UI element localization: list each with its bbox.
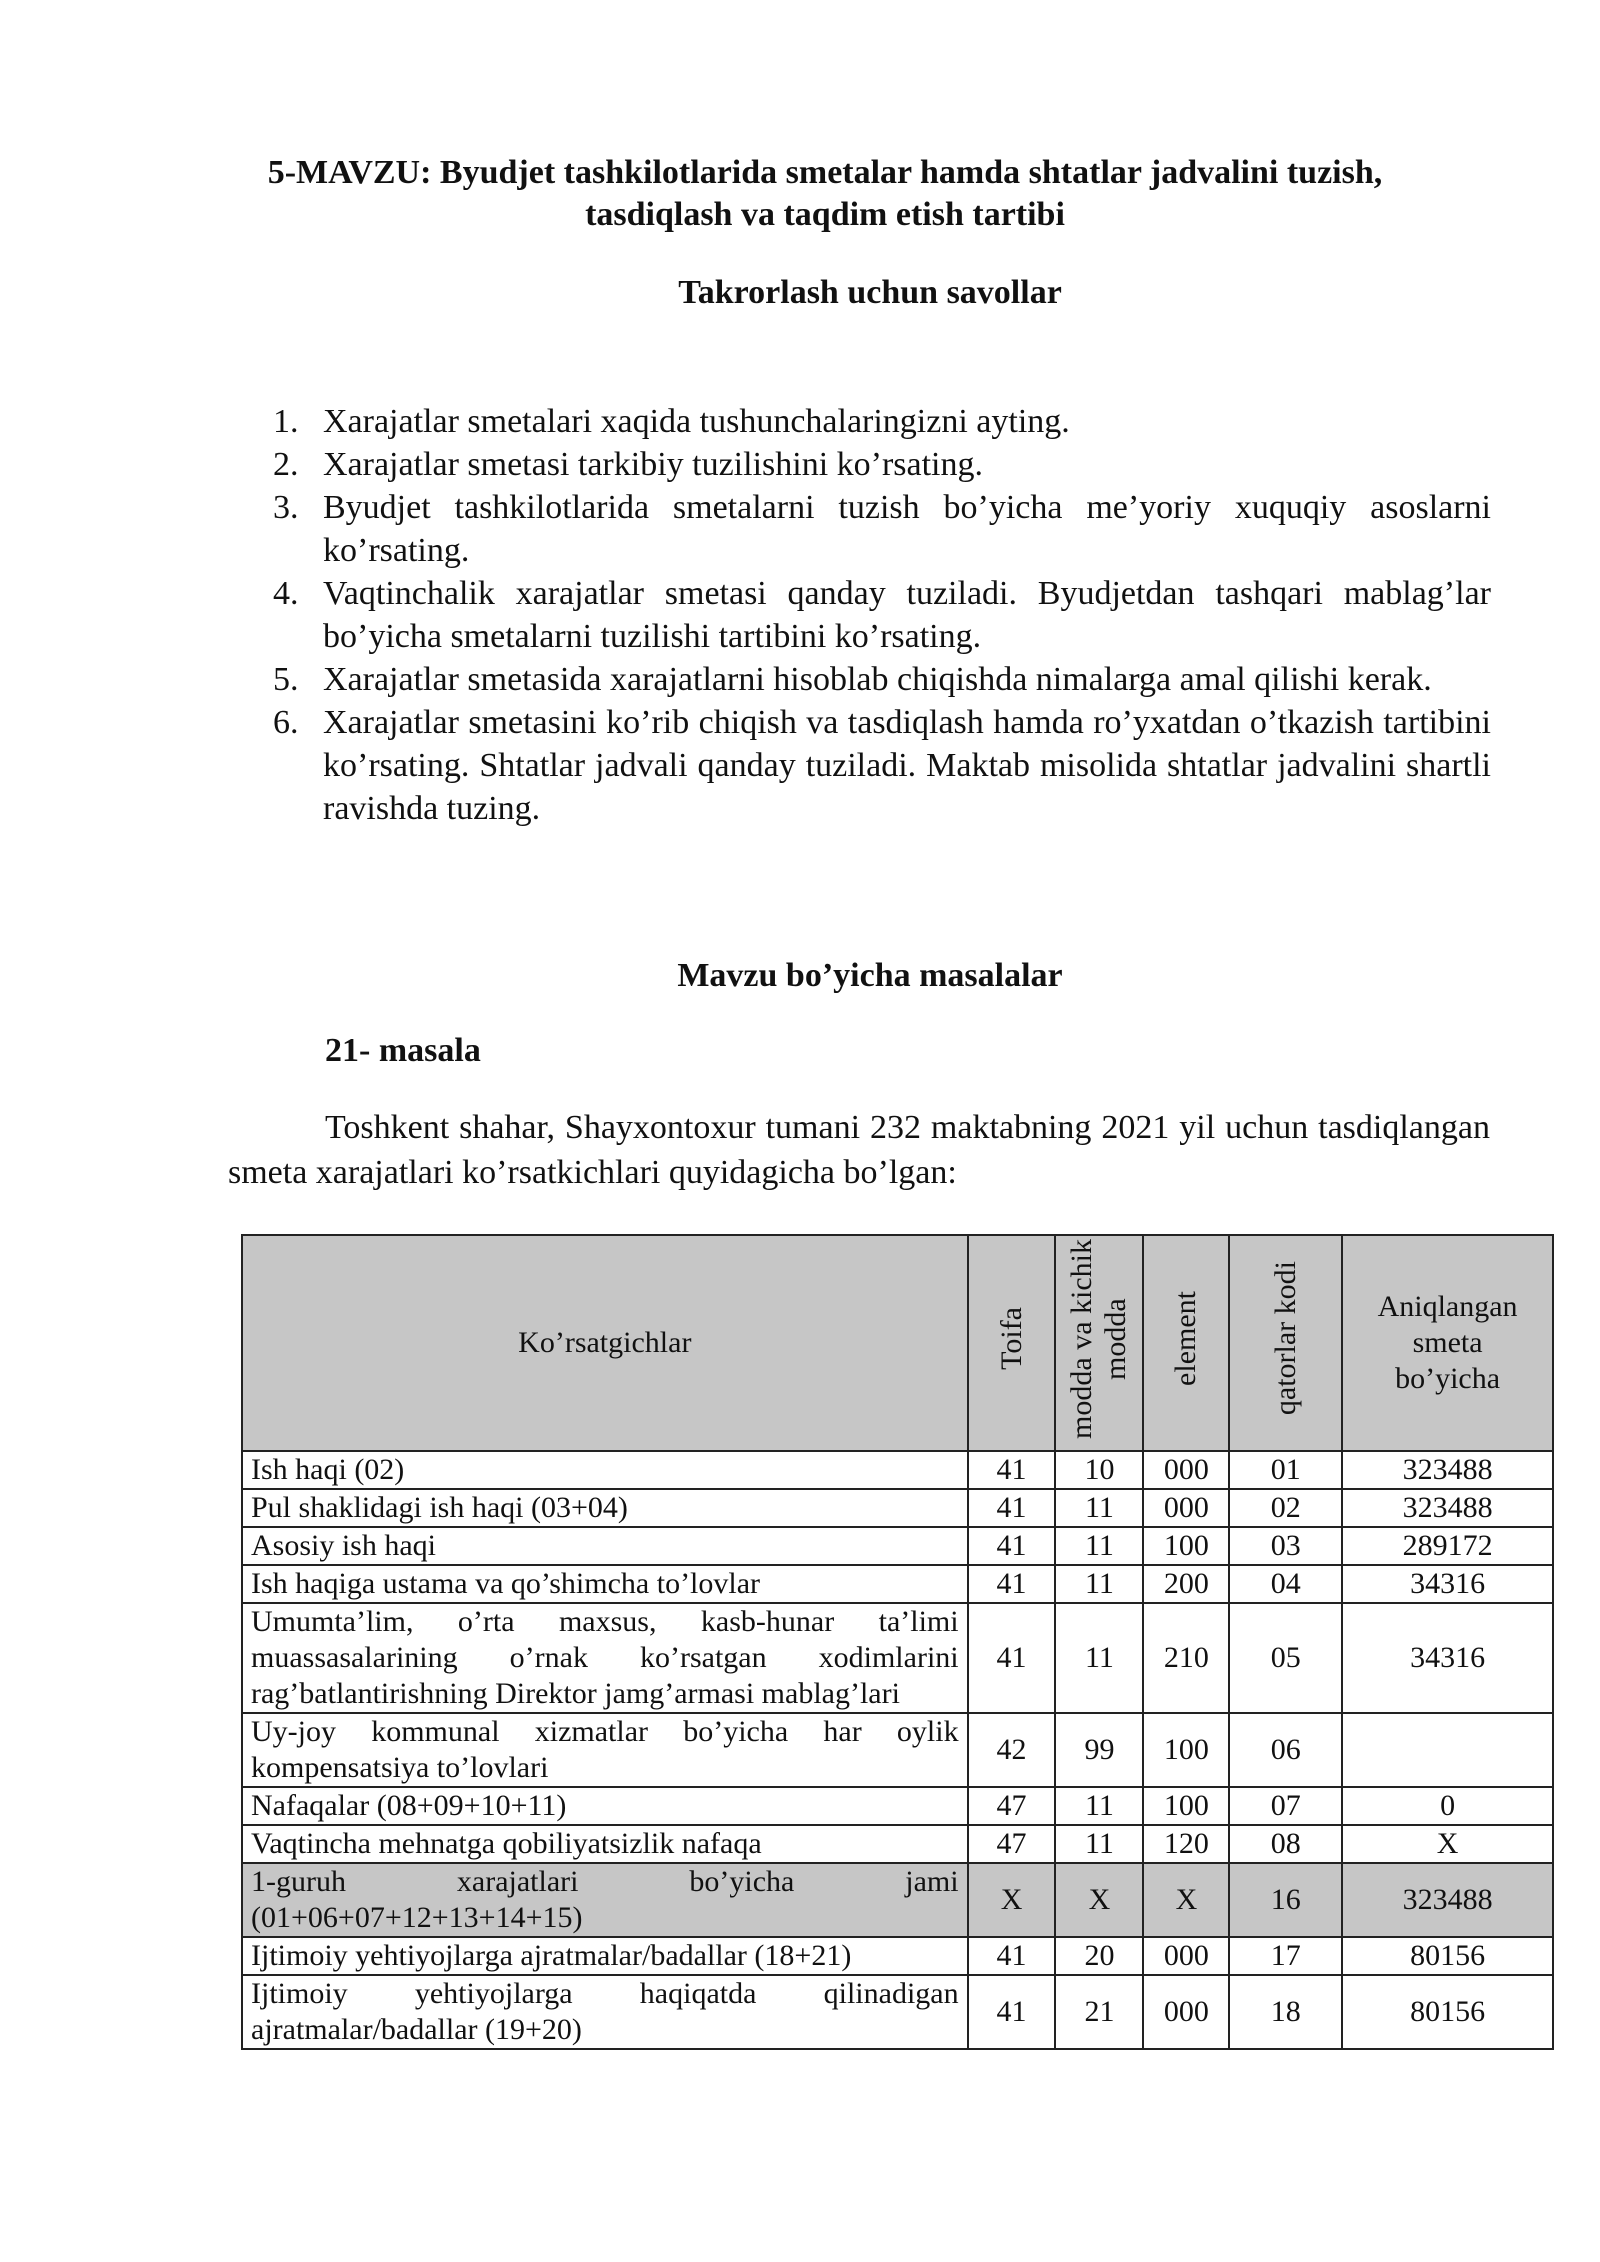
row-modda: 11 xyxy=(1055,1489,1143,1527)
row-toifa: 41 xyxy=(968,1603,1056,1713)
question-number: 6. xyxy=(273,704,299,741)
header-modda: modda va kichik modda xyxy=(1055,1235,1143,1451)
row-toifa: 47 xyxy=(968,1787,1056,1825)
question-item xyxy=(273,701,1491,830)
row-code: 04 xyxy=(1229,1565,1342,1603)
row-element: 100 xyxy=(1143,1713,1229,1787)
question-number: 3. xyxy=(273,489,299,526)
row-name: Uy-joy kommunal xizmatlar bo’yicha har oylik kompensatsiya to’lovlari xyxy=(242,1713,968,1787)
row-toifa: 41 xyxy=(968,1451,1056,1489)
header-toifa: Toifa xyxy=(968,1235,1056,1451)
row-modda: 11 xyxy=(1055,1825,1143,1863)
row-modda: 10 xyxy=(1055,1451,1143,1489)
row-code: 03 xyxy=(1229,1527,1342,1565)
row-code: 01 xyxy=(1229,1451,1342,1489)
question-text: Xarajatlar smetasi tarkibiy tuzilishini ko’rsating. xyxy=(323,446,983,483)
table-row xyxy=(242,1451,1553,1489)
row-value: 323488 xyxy=(1342,1451,1553,1489)
table-row xyxy=(242,1603,1553,1713)
question-text: Vaqtinchalik xarajatlar smetasi qanday tuziladi. Byudjetdan tashqari mablag’lar bo’yicha smetalarni tuzilishi tartibini ko’rsating. xyxy=(323,575,1491,655)
row-name: Vaqtincha mehnatga qobiliyatsizlik nafaqa xyxy=(242,1825,968,1863)
row-element: 000 xyxy=(1143,1489,1229,1527)
row-modda: 21 xyxy=(1055,1975,1143,2049)
row-code: 16 xyxy=(1229,1863,1342,1937)
row-value: X xyxy=(1342,1825,1553,1863)
budget-estimate-table xyxy=(241,1234,1554,2050)
title-line-1: 5-MAVZU: Byudjet tashkilotlarida smetalar hamda shtatlar jadvalini tuzish, xyxy=(267,154,1383,191)
row-toifa: 41 xyxy=(968,1937,1056,1975)
table-row xyxy=(242,1527,1553,1565)
row-value xyxy=(1342,1713,1553,1787)
row-element: 000 xyxy=(1143,1975,1229,2049)
row-name: Ijtimoiy yehtiyojlarga haqiqatda qilinadigan ajratmalar/badallar (19+20) xyxy=(242,1975,968,2049)
row-value: 323488 xyxy=(1342,1863,1553,1937)
row-value: 80156 xyxy=(1342,1937,1553,1975)
row-value: 34316 xyxy=(1342,1565,1553,1603)
table-header-row xyxy=(242,1235,1553,1451)
table-row xyxy=(242,1565,1553,1603)
row-code: 17 xyxy=(1229,1937,1342,1975)
row-modda: X xyxy=(1055,1863,1143,1937)
question-text: Xarajatlar smetasini ko’rib chiqish va tasdiqlash hamda ro’yxatdan o’tkazish tartibini ko’rsating. Shtatlar jadvali qanday tuziladi. Maktab misolida shtatlar jadvalini shartli ravishda tuzing. xyxy=(323,704,1491,827)
row-element: 000 xyxy=(1143,1937,1229,1975)
question-number: 4. xyxy=(273,575,299,612)
row-name: Asosiy ish haqi xyxy=(242,1527,968,1565)
row-name: Ijtimoiy yehtiyojlarga ajratmalar/badallar (18+21) xyxy=(242,1937,968,1975)
table-row xyxy=(242,1975,1553,2049)
table-total-row xyxy=(242,1863,1553,1937)
row-value: 323488 xyxy=(1342,1489,1553,1527)
section-heading: Mavzu bo’yicha masalalar xyxy=(677,957,1063,994)
review-heading: Takrorlash uchun savollar xyxy=(678,274,1062,311)
row-toifa: 41 xyxy=(968,1975,1056,2049)
row-code: 08 xyxy=(1229,1825,1342,1863)
table-row xyxy=(242,1713,1553,1787)
row-modda: 11 xyxy=(1055,1527,1143,1565)
question-number: 2. xyxy=(273,446,299,483)
row-name: 1-guruh xarajatlari bo’yicha jami (01+06+07+12+13+14+15) xyxy=(242,1863,968,1937)
row-element: 100 xyxy=(1143,1527,1229,1565)
row-value: 80156 xyxy=(1342,1975,1553,2049)
row-code: 02 xyxy=(1229,1489,1342,1527)
question-text: Xarajatlar smetasida xarajatlarni hisoblab chiqishda nimalarga amal qilishi kerak. xyxy=(323,661,1432,698)
question-item xyxy=(273,486,1491,572)
question-item xyxy=(273,400,1491,443)
title-line-2: tasdiqlash va taqdim etish tartibi xyxy=(585,196,1065,233)
row-element: 210 xyxy=(1143,1603,1229,1713)
row-code: 05 xyxy=(1229,1603,1342,1713)
question-number: 5. xyxy=(273,661,299,698)
row-value: 0 xyxy=(1342,1787,1553,1825)
document-title xyxy=(200,152,1450,236)
row-modda: 99 xyxy=(1055,1713,1143,1787)
row-name: Pul shaklidagi ish haqi (03+04) xyxy=(242,1489,968,1527)
row-toifa: 41 xyxy=(968,1565,1056,1603)
row-modda: 11 xyxy=(1055,1787,1143,1825)
problem-heading: 21- masala xyxy=(325,1032,481,1069)
row-code: 18 xyxy=(1229,1975,1342,2049)
table-row xyxy=(242,1825,1553,1863)
row-element: 000 xyxy=(1143,1451,1229,1489)
problem-intro: Toshkent shahar, Shayxontoxur tumani 232 maktabning 2021 yil uchun tasdiqlangan smeta xarajatlari ko’rsatkichlari quyidagicha bo’lgan: xyxy=(228,1109,1490,1191)
question-item xyxy=(273,443,1491,486)
row-toifa: 41 xyxy=(968,1489,1056,1527)
table-row xyxy=(242,1489,1553,1527)
row-toifa: 41 xyxy=(968,1527,1056,1565)
row-element: 200 xyxy=(1143,1565,1229,1603)
row-value: 289172 xyxy=(1342,1527,1553,1565)
row-element: X xyxy=(1143,1863,1229,1937)
table-row xyxy=(242,1787,1553,1825)
row-modda: 11 xyxy=(1055,1603,1143,1713)
row-toifa: 42 xyxy=(968,1713,1056,1787)
question-item xyxy=(273,572,1491,658)
row-code: 07 xyxy=(1229,1787,1342,1825)
review-questions-list xyxy=(273,400,1491,830)
header-indicators: Ko’rsatgichlar xyxy=(242,1235,968,1451)
row-value: 34316 xyxy=(1342,1603,1553,1713)
row-toifa: 47 xyxy=(968,1825,1056,1863)
header-row-code: qatorlar kodi xyxy=(1229,1235,1342,1451)
row-element: 100 xyxy=(1143,1787,1229,1825)
row-element: 120 xyxy=(1143,1825,1229,1863)
question-text: Byudjet tashkilotlarida smetalarni tuzish bo’yicha me’yoriy xuquqiy asoslarni ko’rsating. xyxy=(323,489,1491,569)
row-name: Nafaqalar (08+09+10+11) xyxy=(242,1787,968,1825)
row-code: 06 xyxy=(1229,1713,1342,1787)
header-estimate: Aniqlangan smeta bo’yicha xyxy=(1342,1235,1553,1451)
row-modda: 11 xyxy=(1055,1565,1143,1603)
row-toifa: X xyxy=(968,1863,1056,1937)
table-row xyxy=(242,1937,1553,1975)
question-number: 1. xyxy=(273,403,299,440)
header-element: element xyxy=(1143,1235,1229,1451)
row-name: Ish haqi (02) xyxy=(242,1451,968,1489)
question-text: Xarajatlar smetalari xaqida tushunchalaringizni ayting. xyxy=(323,403,1070,440)
row-name: Ish haqiga ustama va qo’shimcha to’lovlar xyxy=(242,1565,968,1603)
row-name: Umumta’lim, o’rta maxsus, kasb-hunar ta’limi muassasalarining o’rnak ko’rsatgan xodimlarini rag’batlantirishning Direktor jamg’armasi mablag’lari xyxy=(242,1603,968,1713)
question-item xyxy=(273,658,1491,701)
row-modda: 20 xyxy=(1055,1937,1143,1975)
